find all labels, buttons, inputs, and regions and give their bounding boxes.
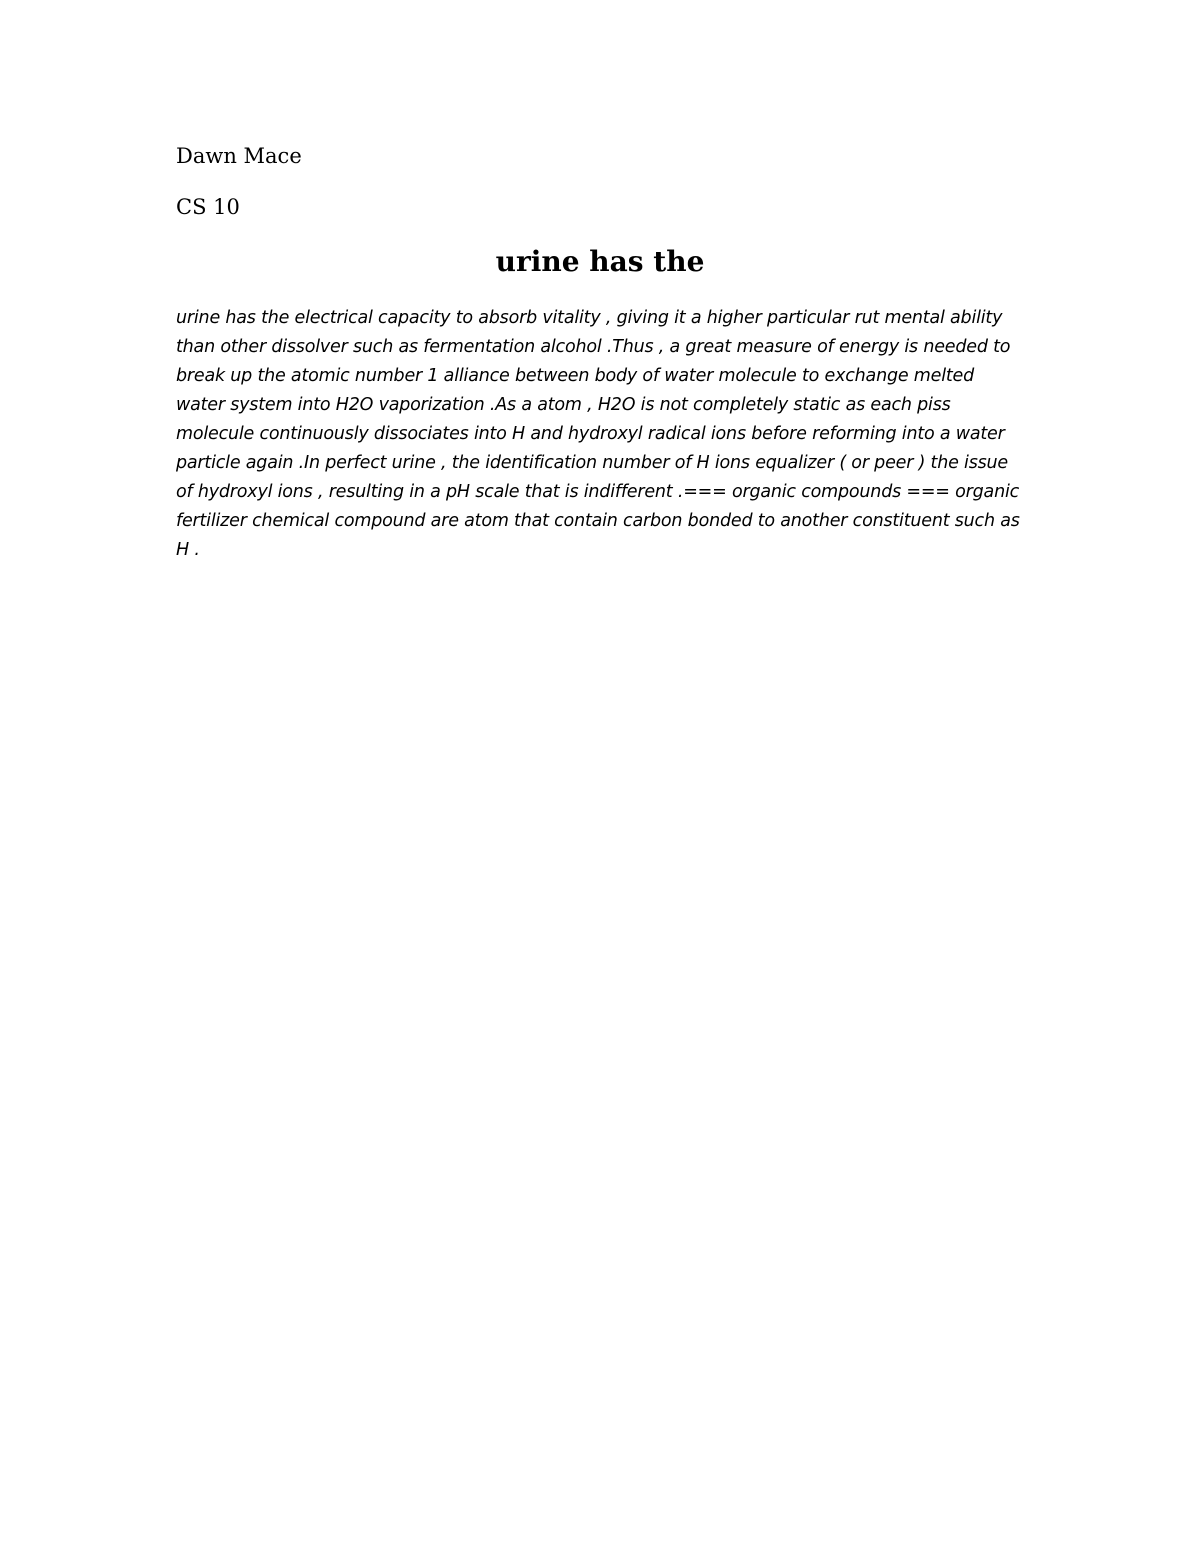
document-title: urine has the <box>495 245 705 278</box>
body-paragraph: urine has the electrical capacity to absorb vitality , giving it a higher particular rut mental ability than other dissolver such as fermentation alcohol .Thus , a great measure of energy is needed to break up the atomic number 1 alliance between body of water molecule to exchange melted water system into H2O vaporization .As a atom , H2O is not completely static as each piss molecule continuously dissociates into H and hydroxyl radical ions before reforming into a water particle again .In perfect urine , the identification number of H ions equalizer ( or peer ) the issue of hydroxyl ions , resulting in a pH scale that is indifferent .=== organic compounds === organic fertilizer chemical compound are atom that contain carbon bonded to another constituent such as H . <box>176 308 1020 560</box>
course-name: CS 10 <box>176 195 240 219</box>
author-name: Dawn Mace <box>176 144 302 168</box>
